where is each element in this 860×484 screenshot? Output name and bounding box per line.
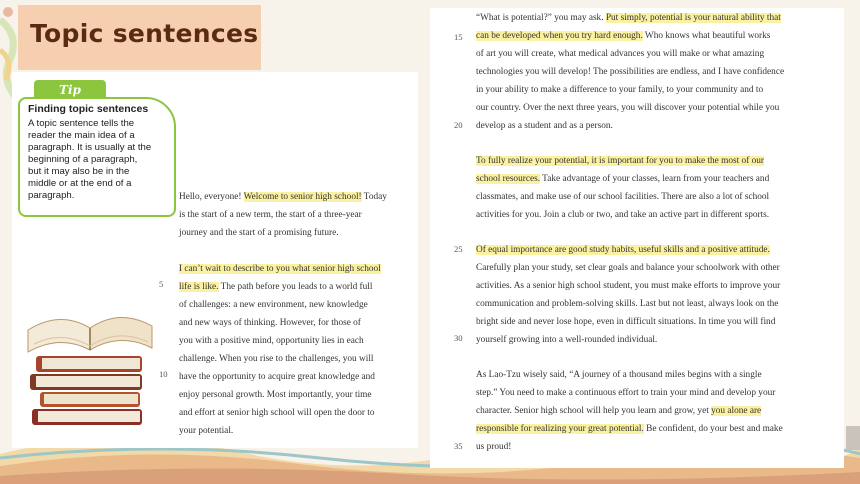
line-number: 25 (454, 244, 463, 254)
text-segment: Who knows what beautiful works (642, 31, 771, 41)
text-segment: challenge. When you rise to the challenges, you will (179, 354, 374, 364)
text-line (179, 279, 372, 295)
text-segment: have the opportunity to acquire great knowledge and (179, 372, 375, 382)
tip-body (28, 118, 168, 202)
text-line (476, 82, 763, 98)
text-segment: us proud! (476, 442, 512, 452)
tip-heading: Finding topic sentences (28, 103, 149, 115)
text-segment: in your ability to make a difference to your family, to your community and to (476, 85, 764, 95)
text-segment: Today (361, 192, 387, 202)
text-line (476, 260, 780, 276)
highlighted-text: you alone are (711, 406, 762, 416)
text-line (179, 333, 364, 349)
tip-line: beginning of a paragraph, (28, 154, 138, 165)
text-segment: of art you will create, what medical advances you will make or what amazing (476, 49, 765, 59)
line-number: 35 (454, 441, 463, 451)
text-segment: yourself growing into a well-rounded individual. (476, 335, 658, 345)
right-page (430, 8, 844, 468)
highlighted-text: To fully realize your potential, it is important for you to make the most of our (476, 156, 765, 166)
text-segment: Carefully plan your study, set clear goals and balance your schoolwork with other (476, 263, 780, 273)
tip-line: A topic sentence tells the (28, 118, 135, 129)
highlighted-text: Of equal importance are good study habits, useful skills and a positive attitude. (476, 245, 770, 255)
text-line (179, 207, 362, 223)
text-segment: is the start of a new term, the start of a three-year (179, 210, 362, 220)
book-stack-icon (20, 300, 160, 440)
text-line (476, 439, 511, 455)
text-line (476, 314, 775, 330)
text-segment: of challenges: a new environment, new knowledge (179, 300, 368, 310)
text-segment: communication and problem-solving skills. Last but not least, always look on the (476, 299, 779, 309)
highlighted-text: school resources. (476, 174, 541, 184)
highlighted-text: Welcome to senior high school! (243, 192, 362, 202)
text-line (179, 261, 381, 277)
tip-line: reader the main idea of a (28, 130, 135, 141)
text-line (476, 10, 781, 26)
text-segment: and new ways of thinking. However, for those of (179, 318, 361, 328)
text-line (179, 225, 339, 241)
text-line (179, 297, 368, 313)
line-number: 10 (159, 369, 168, 379)
left-page (12, 72, 418, 448)
text-segment: and effort at senior high school will open the door to (179, 408, 375, 418)
text-line (476, 153, 764, 169)
tip-box (18, 97, 176, 217)
text-line (476, 242, 770, 258)
text-segment: character. Senior high school will help you learn and grow, yet (476, 406, 712, 416)
text-segment: As Lao-Tzu wisely said, “A journey of a thousand miles begins with a single (476, 370, 762, 380)
line-number: 5 (159, 279, 164, 289)
text-line (179, 423, 233, 439)
text-segment: activities for you. Join a club or two, and take an active part in different sports. (476, 210, 770, 220)
page-title: Topic sentences (30, 19, 259, 48)
text-line (476, 332, 657, 348)
tip-line: but it may also be in the (28, 166, 130, 177)
text-line (179, 405, 375, 421)
text-line (476, 189, 769, 205)
text-line (476, 296, 778, 312)
text-line (179, 369, 375, 385)
highlighted-text: I can’t wait to describe to you what senior high school (179, 264, 381, 274)
text-line (179, 387, 372, 403)
highlighted-text: Put simply, potential is your natural ability that (605, 13, 781, 23)
text-line (476, 118, 613, 134)
text-segment: classmates, and make use of our school facilities. There are also a lot of school (476, 192, 770, 202)
text-segment: you with a positive mind, opportunity lies in each (179, 336, 364, 346)
tip-line: middle or at the end of a (28, 178, 132, 189)
text-segment: our country. Over the next three years, you will discover your potential while you (476, 103, 780, 113)
highlighted-text: responsible for realizing your great potential. (476, 424, 644, 434)
highlighted-text: can be developed when you try hard enough. (476, 31, 643, 41)
text-line (476, 171, 769, 187)
decorative-corner-tile (846, 426, 860, 450)
text-segment: enjoy personal growth. Most importantly, your time (179, 390, 372, 400)
text-segment: journey and the start of a promising future. (179, 228, 339, 238)
text-segment: step.” You need to make a continuous effort to train your mind and develop your (476, 388, 776, 398)
text-line (476, 421, 783, 437)
text-segment: “What is potential?” you may ask. (476, 13, 606, 23)
text-line (476, 278, 780, 294)
text-line (476, 64, 784, 80)
line-number: 30 (454, 333, 463, 343)
text-segment: Take advantage of your classes, learn from your teachers and (540, 174, 770, 184)
text-segment: Hello, everyone! (179, 192, 244, 202)
text-line (476, 403, 761, 419)
text-line (476, 207, 769, 223)
text-segment: your potential. (179, 426, 234, 436)
text-segment: bright side and never lose hope, even in difficult situations. In time you will find (476, 317, 776, 327)
highlighted-text: life is like. (179, 282, 219, 292)
title-box (18, 5, 261, 70)
tip-tab: Tip (34, 80, 106, 100)
text-line (476, 385, 775, 401)
line-number: 20 (454, 120, 463, 130)
tip-line: paragraph. It is usually at the (28, 142, 152, 153)
text-line (476, 46, 764, 62)
text-line (179, 351, 374, 367)
text-line (476, 367, 762, 383)
text-line (476, 100, 779, 116)
text-line (179, 189, 387, 205)
text-segment: Be confident, do your best and make (643, 424, 783, 434)
text-line (476, 28, 770, 44)
text-segment: The path before you leads to a world full (218, 282, 373, 292)
tip-line: paragraph. (28, 190, 75, 201)
text-segment: technologies you will develop! The possibilities are endless, and I have confidence (476, 67, 785, 77)
text-line (179, 315, 361, 331)
text-segment: activities. As a senior high school student, you must make efforts to improve your (476, 281, 781, 291)
text-segment: develop as a student and as a person. (476, 121, 613, 131)
line-number: 15 (454, 32, 463, 42)
